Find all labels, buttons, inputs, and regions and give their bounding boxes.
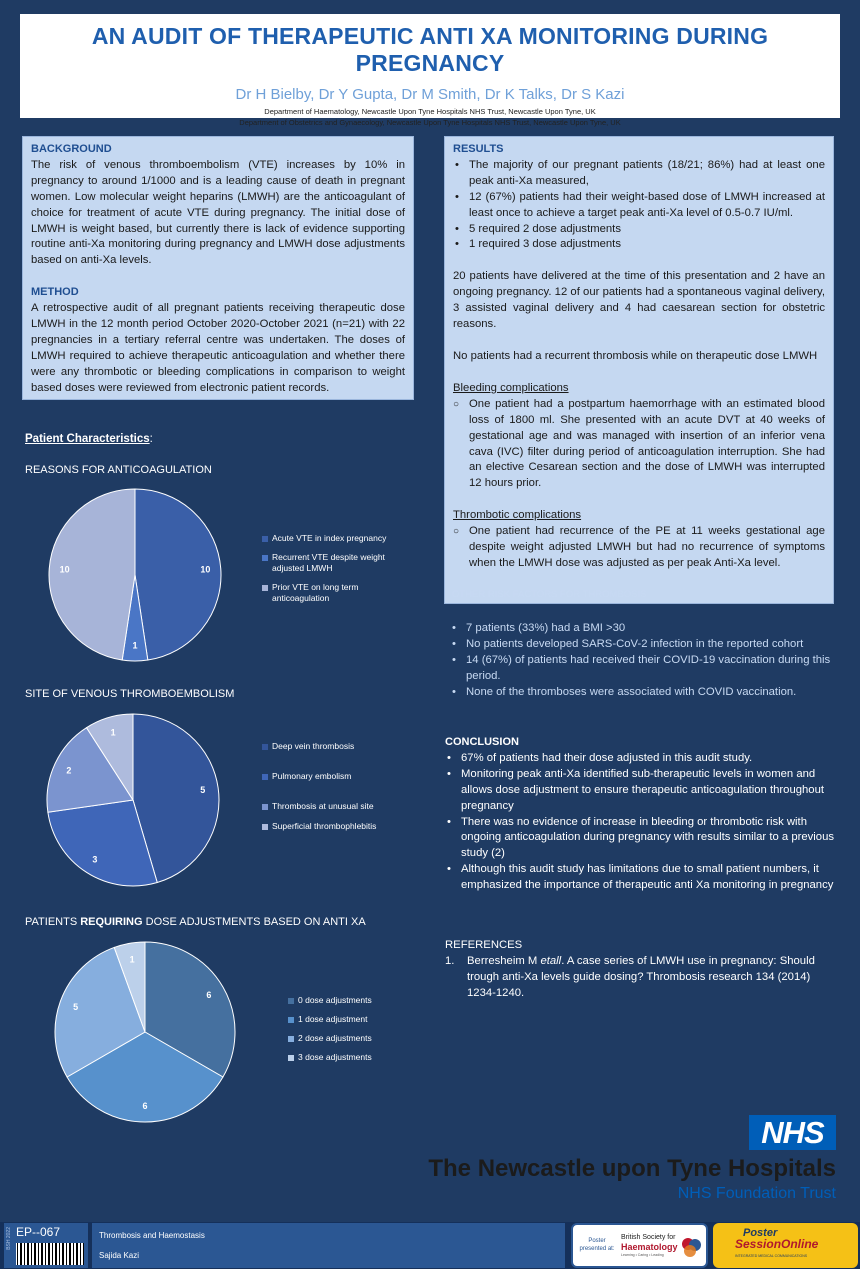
chart-1-legend bbox=[262, 533, 392, 612]
legend-label: 3 dose adjustments bbox=[298, 1052, 372, 1062]
site-pie-chart bbox=[30, 704, 240, 894]
dose-adjustment-pie-chart bbox=[40, 932, 250, 1132]
legend-item bbox=[288, 995, 408, 1006]
legend-label: 0 dose adjustments bbox=[298, 995, 372, 1005]
list-item: • 14 (67%) of patients had received their COVID-19 vaccination during this period. bbox=[450, 653, 834, 685]
legend-swatch bbox=[262, 536, 268, 542]
legend-label: Superficial thrombophlebitis bbox=[272, 821, 377, 831]
chart-1-title: REASONS FOR ANTICOAGULATION bbox=[25, 464, 212, 476]
data-label: 5 bbox=[73, 1001, 79, 1012]
bsh-logo-block bbox=[571, 1223, 708, 1268]
list-item: • The majority of our pregnant patients (18/21; 86%) had at least one peak anti-Xa measured, bbox=[453, 158, 825, 190]
data-label: 1 bbox=[132, 640, 138, 651]
list-item: • 12 (67%) patients had their weight-based dose of LMWH increased at least once to achieve a target peak anti-Xa level of 0.5-0.7 IU/ml. bbox=[453, 190, 825, 222]
no-recurrence-paragraph: No patients had a recurrent thrombosis while on therapeutic dose LMWH bbox=[453, 349, 818, 362]
patient-characteristics-title bbox=[25, 433, 153, 445]
list-item: • 67% of patients had their dose adjusted in this audit study. bbox=[445, 751, 845, 767]
results-box bbox=[444, 136, 834, 604]
reference-number: 1. bbox=[445, 954, 455, 967]
legend-label: Recurrent VTE despite weight adjusted LMWH bbox=[272, 552, 385, 573]
list-item: ○ One patient had recurrence of the PE at 11 weeks gestational age despite weight adjusted LMWH but had no recurrence of symptoms when the LMWH dose was adjusted as per peak Anti-Xa level. bbox=[453, 524, 825, 572]
presented-at-label: Poster presented at: bbox=[579, 1238, 615, 1252]
poster-info-block bbox=[92, 1223, 565, 1268]
chart-2-title: SITE OF VENOUS THROMBOEMBOLISM bbox=[25, 688, 235, 700]
authors: Dr H Bielby, Dr Y Gupta, Dr M Smith, Dr K Talks, Dr S Kazi bbox=[235, 86, 625, 103]
thrombotic-heading: Thrombotic complications bbox=[453, 509, 582, 522]
legend-label: 1 dose adjustment bbox=[298, 1014, 368, 1024]
results-heading: RESULTS bbox=[453, 143, 504, 155]
list-item: • None of the thromboses were associated with COVID vaccination. bbox=[450, 685, 834, 701]
chart-3-title-post: DOSE ADJUSTMENTS BASED ON ANTI XA bbox=[142, 916, 366, 928]
legend-label: 2 dose adjustments bbox=[298, 1033, 372, 1043]
poster-id-block bbox=[4, 1223, 88, 1268]
data-label: 10 bbox=[200, 564, 211, 575]
data-label: 1 bbox=[110, 727, 116, 738]
chart-3-title bbox=[25, 916, 366, 928]
background-heading: BACKGROUND bbox=[31, 143, 112, 155]
legend-swatch bbox=[288, 998, 294, 1004]
legend-item bbox=[288, 1033, 408, 1044]
other-risk-section bbox=[444, 587, 834, 700]
references-section bbox=[445, 938, 840, 1002]
department-line-1: Department of Haematology, Newcastle Upon Tyne Hospitals NHS Trust, Newcastle Upon Tyne, UK bbox=[264, 107, 596, 116]
data-label: 1 bbox=[129, 954, 135, 965]
legend-label: Acute VTE in index pregnancy bbox=[272, 533, 387, 543]
chart-3-title-bold: REQUIRING bbox=[80, 916, 143, 928]
legend-swatch bbox=[288, 1036, 294, 1042]
poster-code: EP--067 bbox=[16, 1225, 61, 1239]
department-line-2: Department of Obstetrics and Gynaecology, Newcastle Upon Tyne Hospitals NHS Trust, Newcastle Upon Tyne, UK bbox=[239, 118, 621, 127]
poster-category: Thrombosis and Haemostasis bbox=[99, 1231, 205, 1240]
list-item: • 7 patients (33%) had a BMI >30 bbox=[450, 621, 834, 637]
conclusion-list bbox=[445, 751, 845, 894]
chart-2-legend bbox=[262, 741, 392, 840]
results-list bbox=[453, 158, 825, 253]
bsh-line-2: Haematology bbox=[621, 1242, 678, 1252]
list-item: • Although this audit study has limitations due to small patient numbers, it emphasized the importance of therapeutic anti Xa monitoring in pregnancy bbox=[445, 862, 845, 894]
data-label: 2 bbox=[66, 765, 72, 776]
list-item: ○ One patient had a postpartum haemorrhage with an estimated blood loss of 1800 ml. She presented with an acute DVT at 40 weeks of gestational age and was managed with insertion of an inferior vena cava (IVC) filter during period of anticoagulation interruption. She had an elective Cesarean section and the dose of LMWH was interrupted 12 hours prior. bbox=[453, 397, 825, 492]
pso-line-2: SessionOnline bbox=[735, 1237, 819, 1251]
data-label: 5 bbox=[200, 784, 206, 795]
poster-author: Sajida Kazi bbox=[99, 1251, 140, 1260]
list-item: • 1 required 3 dose adjustments bbox=[453, 237, 825, 253]
reference-text-end: . A case series of LMWH use in pregnancy: Should trough anti-Xa levels guide dosing? Thrombosis research 134 (2014) 1234-1240. bbox=[467, 954, 815, 999]
bleeding-list bbox=[453, 397, 825, 492]
data-label: 10 bbox=[59, 564, 70, 575]
legend-item bbox=[262, 821, 392, 832]
poster-title: AN AUDIT OF THERAPEUTIC ANTI XA MONITORING DURING PREGNANCY bbox=[91, 23, 769, 76]
legend-swatch bbox=[288, 1017, 294, 1023]
legend-swatch bbox=[262, 744, 268, 750]
legend-swatch bbox=[288, 1055, 294, 1061]
data-label: 6 bbox=[206, 990, 212, 1001]
method-heading: METHOD bbox=[31, 286, 79, 299]
thrombotic-list bbox=[453, 524, 825, 572]
references-heading: REFERENCES bbox=[445, 939, 523, 951]
legend-item bbox=[262, 582, 392, 604]
data-label: 3 bbox=[92, 854, 98, 865]
list-item: • Monitoring peak anti-Xa identified sub-therapeutic levels in women and allows dose adjustment to ensure therapeutic anticoagulation throughout pregnancy bbox=[445, 767, 845, 815]
legend-item bbox=[262, 771, 392, 782]
legend-item bbox=[288, 1014, 408, 1025]
bleeding-heading: Bleeding complications bbox=[453, 381, 569, 394]
reasons-pie-chart bbox=[30, 480, 240, 670]
reference-text: Berresheim M bbox=[467, 954, 541, 967]
delivery-paragraph: 20 patients have delivered at the time of this presentation and 2 have an ongoing pregnancy. 12 of our patients had a spontaneous vaginal delivery, 3 assisted vaginal delivery and 4 had caesarean section for obstetric reasons. bbox=[453, 270, 825, 331]
pso-line-1: Poster bbox=[743, 1227, 778, 1239]
bsh-line-1: British Society for bbox=[621, 1234, 676, 1241]
list-item: • No patients developed SARS-CoV-2 infection in the reported cohort bbox=[450, 637, 834, 653]
nhs-organisation: The Newcastle upon Tyne Hospitals bbox=[428, 1155, 836, 1182]
legend-item bbox=[262, 801, 392, 812]
poster-header bbox=[20, 14, 840, 127]
legend-swatch bbox=[262, 555, 268, 561]
nhs-trust: NHS Foundation Trust bbox=[677, 1185, 836, 1202]
pso-tagline: INTEGRATED MEDICAL COMMUNICATIONS bbox=[735, 1254, 808, 1258]
legend-item bbox=[262, 741, 392, 752]
chart-3-title-pre: PATIENTS bbox=[25, 916, 81, 928]
method-text: A retrospective audit of all pregnant patients receiving therapeutic dose LMWH in the 12 month period October 2020-October 2021 (n=21) with 22 pregnancies in a tertiary referral centre was undertaken. The doses of LMWH required to achieve therapeutic anticoagulation and whether there were any thrombotic or bleeding complications in comparison to weight based doses were reviewed from electronic patient records. bbox=[31, 302, 405, 394]
legend-swatch bbox=[262, 774, 268, 780]
legend-label: Deep vein thrombosis bbox=[272, 741, 355, 751]
background-text: The risk of venous thromboembolism (VTE) increases by 10% in pregnancy to around 1/1000 and is a leading cause of death in pregnant women. Low molecular weight heparins (LMWH) are the anticoagulant of choice for treatment of acute VTE during pregnancy. The initial dose of LMWH is weight based, but currently there is lack of evidence supporting routine anti-Xa monitoring during pregnancy and LMWH dose adjustments based on anti-Xa levels. bbox=[31, 158, 405, 267]
background-method-box bbox=[22, 136, 414, 400]
poster-session-online-block bbox=[713, 1223, 858, 1268]
other-risk-list bbox=[444, 621, 834, 701]
conclusion-section bbox=[445, 735, 845, 894]
other-risk-heading: OTHER RISK FACTORS FOR THROMBOSIS bbox=[452, 589, 647, 600]
legend-swatch bbox=[262, 804, 268, 810]
legend-item bbox=[262, 552, 392, 574]
footer-bar bbox=[0, 1222, 860, 1269]
nhs-logo: NHS bbox=[749, 1115, 836, 1150]
reference-text-italic: etall bbox=[540, 954, 562, 967]
barcode-icon bbox=[16, 1243, 84, 1265]
patient-characteristics-heading: Patient Characteristics bbox=[25, 433, 150, 445]
legend-swatch bbox=[262, 824, 268, 830]
reference-item bbox=[445, 954, 840, 1002]
conclusion-heading: CONCLUSION bbox=[445, 736, 519, 748]
bsh-emblem-icon bbox=[679, 1235, 703, 1259]
legend-label: Thrombosis at unusual site bbox=[272, 801, 374, 811]
list-item: • There was no evidence of increase in bleeding or thrombotic risk with ongoing anticoagulation during pregnancy with results similar to a previous study (2) bbox=[445, 815, 845, 863]
chart-3-legend bbox=[288, 995, 408, 1071]
legend-item bbox=[262, 533, 392, 544]
list-item: • 5 required 2 dose adjustments bbox=[453, 222, 825, 238]
data-label: 6 bbox=[142, 1100, 148, 1111]
event-side-label: BSH 2022 bbox=[6, 1227, 12, 1250]
colon: : bbox=[149, 433, 153, 445]
legend-item bbox=[288, 1052, 408, 1063]
legend-swatch bbox=[262, 585, 268, 591]
legend-label: Prior VTE on long term anticoagulation bbox=[272, 582, 359, 603]
bsh-tagline: Learning • Caring • Leading bbox=[621, 1253, 664, 1257]
legend-label: Pulmonary embolism bbox=[272, 771, 352, 781]
